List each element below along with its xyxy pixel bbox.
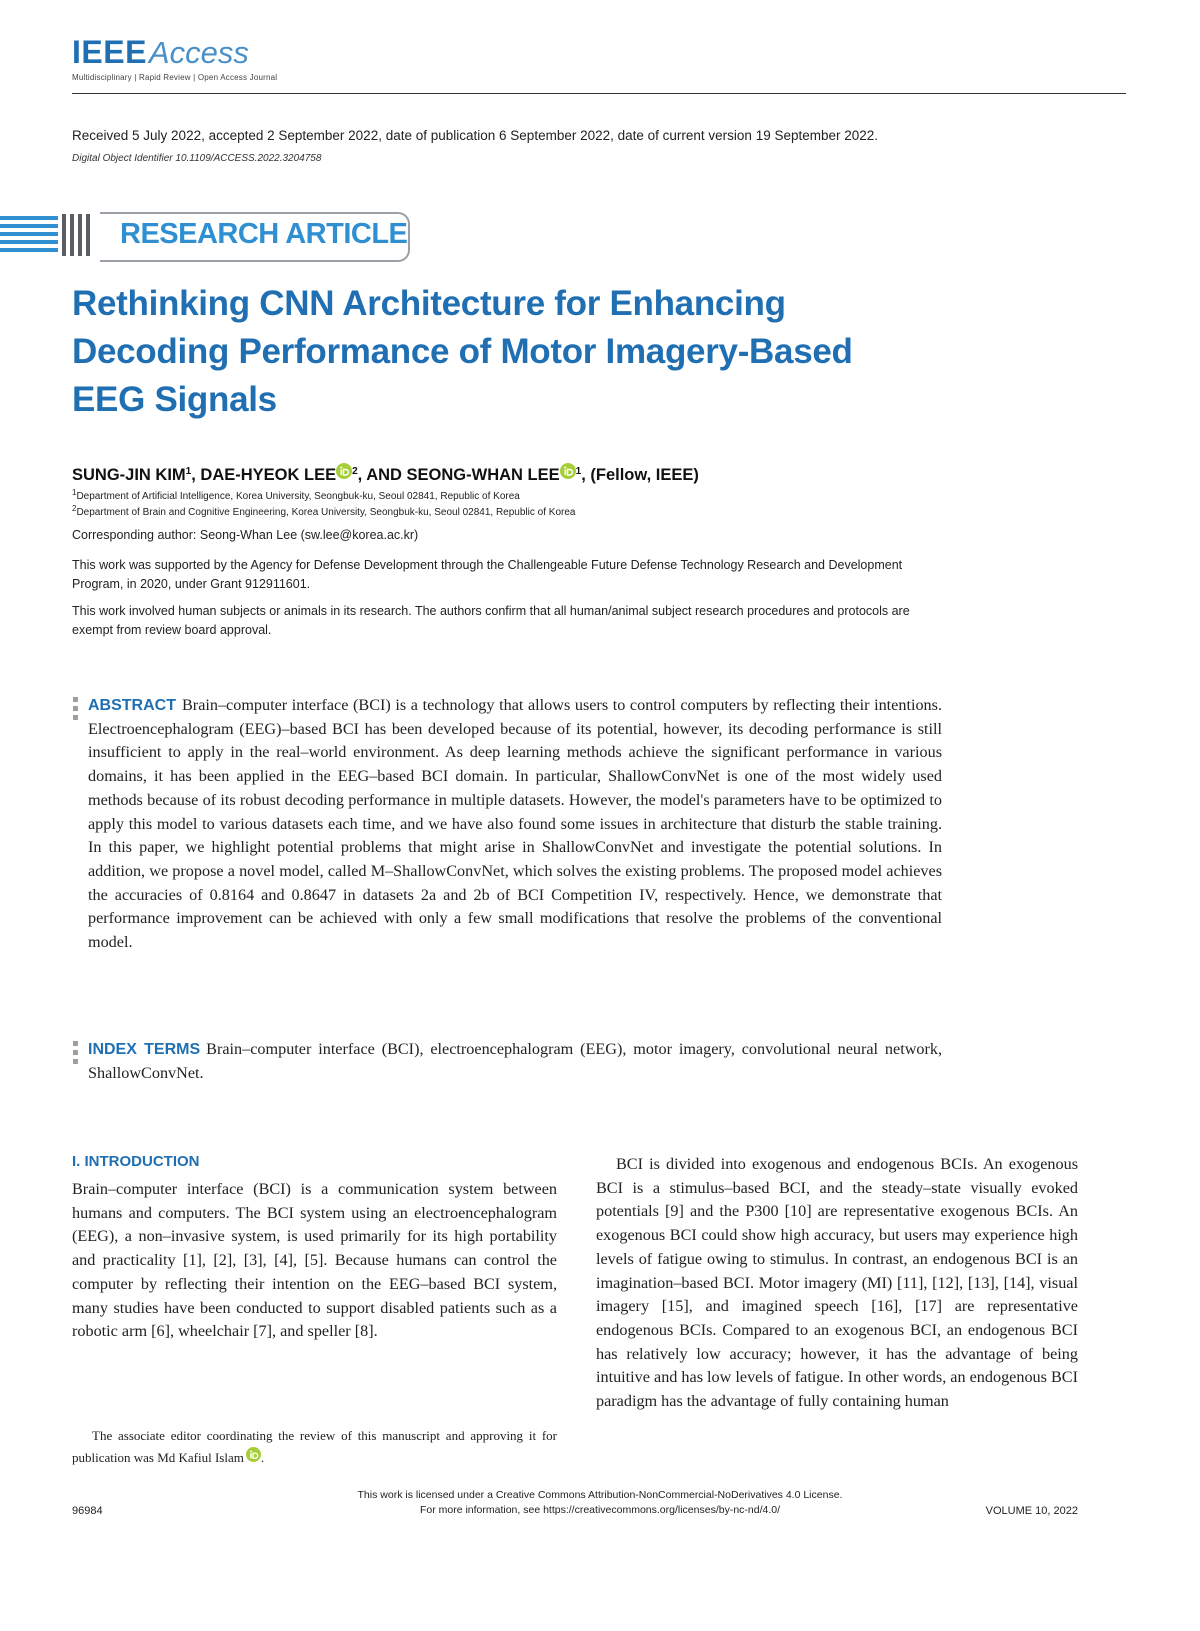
title-line-3: EEG Signals: [72, 380, 277, 419]
funding-statement: This work was supported by the Agency for Defense Development through the Challengeable Future Defense Technology Research and Development Program, in 2020, under Grant 912911601.: [72, 558, 903, 591]
author-2: , DAE-HYEOK LEE: [191, 466, 337, 484]
author-membership: , (Fellow, IEEE): [581, 466, 699, 484]
intro-paragraph-left: Brain–computer interface (BCI) is a communication system between humans and computers. The BCI system using an electroencephalogram (EEG), a non–invasive system, is used primarily for its high portability and practicality [1], [2], [3], [4], [5]. Because humans can control the computer by reflecting their intention on the EEG–based BCI system, many studies have been conducted to support disabled patients such as a robotic arm [6], wheelchair [7], and speller [8].: [72, 1180, 557, 1341]
index-terms-marker-icon: [73, 1041, 79, 1065]
ieee-access-logo: [72, 34, 292, 84]
banner-stripes: [0, 212, 94, 262]
author-1-affil: 1: [185, 466, 192, 477]
received-dates: Received 5 July 2022, accepted 2 September 2022, date of publication 6 September 2022, date of current version 19 September 2022.: [72, 128, 879, 143]
index-terms-label: INDEX TERMS: [88, 1041, 201, 1058]
paper-title: [72, 280, 972, 424]
header-rule: [72, 93, 1126, 94]
license-line-1: This work is licensed under a Creative Commons Attribution-NonCommercial-NoDerivatives 4.0 License.: [357, 1489, 843, 1501]
ethics-statement: This work involved human subjects or animals in its research. The authors confirm that all human/animal subject research procedures and protocols are exempt from review board approval.: [72, 604, 910, 637]
license-link[interactable]: For more information, see https://creativecommons.org/licenses/by-nc-nd/4.0/: [419, 1504, 781, 1516]
abstract: [88, 694, 942, 955]
index-terms: [88, 1038, 942, 1085]
article-type-label: RESEARCH ARTICLE: [120, 218, 408, 250]
section-heading-introduction: I. INTRODUCTION: [72, 1153, 200, 1170]
abstract-marker-icon: [73, 697, 79, 721]
index-terms-text: Brain–computer interface (BCI), electroencephalogram (EEG), motor imagery, convolutional neural network, ShallowConvNet.: [88, 1040, 943, 1082]
corresponding-author: Corresponding author: Seong-Whan Lee (sw.lee@korea.ac.kr): [72, 528, 419, 542]
affiliation-2: $^2$Department of Brain and Cognitive Engineering, Korea University, Seongbuk-ku, Seoul 02841, Republic of Korea: [72, 504, 576, 518]
orcid-icon[interactable]: [336, 463, 352, 479]
affiliation-1: $^1$Department of Artificial Intelligence, Korea University, Seongbuk-ku, Seoul 02841, Republic of Korea: [72, 488, 520, 502]
editor-footnote: The associate editor coordinating the review of this manuscript and approving it for publication was Md Kafiul Islam .: [72, 1428, 557, 1465]
author-list: [72, 463, 699, 485]
doi: Digital Object Identifier 10.1109/ACCESS.2022.3204758: [72, 153, 322, 164]
volume-label: VOLUME 10, 2022: [985, 1505, 1078, 1517]
author-3: , AND SEONG-WHAN LEE: [357, 466, 560, 484]
abstract-text: Brain–computer interface (BCI) is a technology that allows users to control computers by reflecting their intentions. Electroencephalogram (EEG)–based BCI has been developed because of its potential, however, its decoding performance is still insufficient to apply in the real–world environment. As deep learning methods achieve the significant performance in various domains, it has been applied in the EEG–based BCI domain. In particular, ShallowConvNet is one of the most widely used methods because of its robust decoding performance in multiple datasets. However, the model's parameters have to be optimized to apply this model to various datasets each time, and we have also found some issues in architecture that disturb the stable training. In this paper, we highlight potential problems that might arise in ShallowConvNet and investigate the potential solutions. In addition, we propose a novel model, called M–ShallowConvNet, which solves the existing problems. The proposed model achieves the accuracies of 0.8164 and 0.8647 in datasets 2a and 2b of BCI Competition IV, respectively. Hence, we demonstrate that performance improvement can be achieved with only a few small modifications that resolve the problems of the conventional model.: [88, 696, 942, 952]
title-line-1: Rethinking CNN Architecture for Enhancing: [72, 284, 786, 323]
orcid-icon[interactable]: [560, 463, 576, 479]
logo-access: Access: [148, 35, 249, 70]
title-line-2: Decoding Performance of Motor Imagery-Based: [72, 332, 853, 371]
logo-tagline: Multidisciplinary | Rapid Review | Open Access Journal: [72, 73, 278, 82]
intro-paragraph-right: BCI is divided into exogenous and endogenous BCIs. An exogenous BCI is a stimulus–based BCI, and the steady–state visually evoked potentials [9] and the P300 [10] are representative exogenous BCIs. An exogenous BCI could show high accuracy, but users may experience high levels of fatigue owing to stimulus. In contrast, an endogenous BCI is an imagination–based BCI. Motor imagery (MI) [11], [12], [13], [14], visual imagery [15], and imagined speech [16], [17] are representative endogenous BCIs. Compared to an exogenous BCI, an endogenous BCI has relatively low accuracy; however, it has the advantage of being intuitive and has low levels of fatigue. In other words, an endogenous BCI paradigm has the advantage of fully containing human: [596, 1155, 1078, 1411]
author-3-affil: 1: [575, 466, 582, 477]
author-2-affil: 2: [352, 466, 358, 477]
orcid-icon[interactable]: [246, 1447, 261, 1462]
logo-ieee: IEEE: [72, 34, 147, 70]
page-number: 96984: [72, 1505, 103, 1517]
abstract-label: ABSTRACT: [88, 697, 176, 714]
author-1: SUNG-JIN KIM: [72, 466, 186, 484]
